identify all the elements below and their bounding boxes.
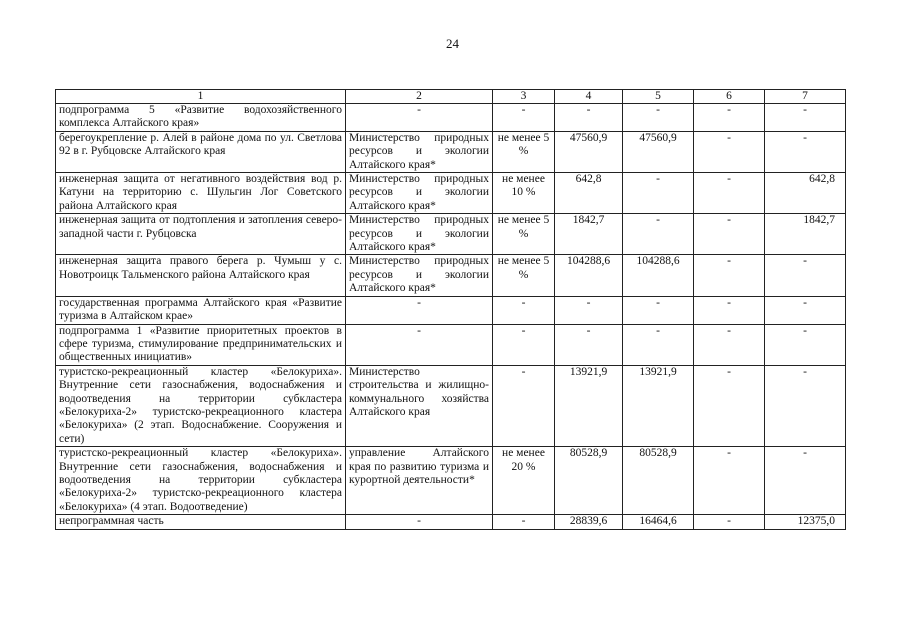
cell-col7: - (765, 447, 846, 515)
cell-total: 13921,9 (555, 365, 623, 446)
table-row (56, 324, 846, 365)
cell-col5: 47560,9 (623, 131, 694, 172)
cell-total: 80528,9 (555, 447, 623, 515)
cell-col5: - (623, 214, 694, 255)
cell-col5: - (623, 296, 694, 324)
cell-responsible: управление Алтайского края по развитию туризма и курортной деятельности* (346, 447, 493, 515)
cell-share: не менее 5 % (493, 131, 555, 172)
cell-total: - (555, 324, 623, 365)
data-table (55, 89, 846, 530)
cell-name: непрограммная часть (56, 515, 346, 529)
table-row (56, 104, 846, 132)
cell-col7: 12375,0 (765, 515, 846, 529)
cell-total: 104288,6 (555, 255, 623, 296)
cell-share: не менее 5 % (493, 214, 555, 255)
table-row (56, 173, 846, 214)
table-header-row (56, 90, 846, 104)
table-row (56, 296, 846, 324)
cell-name: подпрограмма 1 «Развитие приоритетных проектов в сфере туризма, стимулирование предпринимательских и общественных инициатив» (56, 324, 346, 365)
cell-name: инженерная защита правого берега р. Чумыш у с. Новотроицк Тальменского района Алтайского края (56, 255, 346, 296)
table-row (56, 365, 846, 446)
cell-total: - (555, 104, 623, 132)
cell-col6: - (694, 104, 765, 132)
cell-share: - (493, 104, 555, 132)
cell-col6: - (694, 131, 765, 172)
cell-total: - (555, 296, 623, 324)
cell-col5: - (623, 324, 694, 365)
cell-name: туристско-рекреационный кластер «Белокуриха». Внутренние сети газоснабжения, водоснабжения и водоотведения на территории субкластера «Белокуриха-2» туристско-рекреационного кластера «Белокуриха» (2 этап. Водоснабжение. Сооружения и сети) (56, 365, 346, 446)
page-number: 24 (446, 36, 459, 51)
cell-col5: 16464,6 (623, 515, 694, 529)
cell-name: подпрограмма 5 «Развитие водохозяйственного комплекса Алтайского края» (56, 104, 346, 132)
cell-col5: 13921,9 (623, 365, 694, 446)
cell-name: государственная программа Алтайского края «Развитие туризма в Алтайском крае» (56, 296, 346, 324)
column-header: 1 (56, 90, 346, 104)
cell-total: 642,8 (555, 173, 623, 214)
column-header: 4 (555, 90, 623, 104)
cell-share: - (493, 365, 555, 446)
cell-responsible: - (346, 515, 493, 529)
table-row (56, 515, 846, 529)
cell-col5: 104288,6 (623, 255, 694, 296)
cell-col7: - (765, 104, 846, 132)
cell-col6: - (694, 173, 765, 214)
cell-share: - (493, 296, 555, 324)
cell-col7: 642,8 (765, 173, 846, 214)
cell-col5: 80528,9 (623, 447, 694, 515)
cell-col6: - (694, 447, 765, 515)
cell-share: не менее 5 % (493, 255, 555, 296)
cell-name: инженерная защита от негативного воздействия вод р. Катуни на территорию с. Шульгин Лог Советского района Алтайского края (56, 173, 346, 214)
cell-responsible: Министерство природных ресурсов и экологии Алтайского края* (346, 131, 493, 172)
cell-share: - (493, 324, 555, 365)
cell-col6: - (694, 365, 765, 446)
column-header: 6 (694, 90, 765, 104)
column-header: 3 (493, 90, 555, 104)
column-header: 5 (623, 90, 694, 104)
cell-col5: - (623, 173, 694, 214)
column-header: 7 (765, 90, 846, 104)
table-row (56, 131, 846, 172)
cell-col6: - (694, 214, 765, 255)
cell-total: 1842,7 (555, 214, 623, 255)
cell-responsible: Министерство природных ресурсов и экологии Алтайского края* (346, 214, 493, 255)
cell-responsible: Министерство природных ресурсов и экологии Алтайского края* (346, 173, 493, 214)
cell-responsible: Министерство природных ресурсов и экологии Алтайского края* (346, 255, 493, 296)
cell-col7: - (765, 324, 846, 365)
cell-col7: - (765, 255, 846, 296)
cell-share: - (493, 515, 555, 529)
cell-col7: - (765, 131, 846, 172)
cell-responsible: - (346, 324, 493, 365)
cell-share: не менее 10 % (493, 173, 555, 214)
cell-col7: - (765, 296, 846, 324)
column-header: 2 (346, 90, 493, 104)
table-row (56, 255, 846, 296)
table-row (56, 214, 846, 255)
cell-col5: - (623, 104, 694, 132)
cell-col6: - (694, 324, 765, 365)
cell-share: не менее 20 % (493, 447, 555, 515)
table-row (56, 447, 846, 515)
cell-col7: - (765, 365, 846, 446)
cell-responsible: - (346, 104, 493, 132)
cell-col6: - (694, 255, 765, 296)
cell-col6: - (694, 296, 765, 324)
cell-name: туристско-рекреационный кластер «Белокуриха». Внутренние сети газоснабжения, водоснабжения и водоотведения на территории субкластера «Белокуриха-2» туристско-рекреационного кластера «Белокуриха» (4 этап. Водоотведение) (56, 447, 346, 515)
cell-responsible: Министерство строительства и жилищно-коммунального хозяйства Алтайского края (346, 365, 493, 446)
cell-responsible: - (346, 296, 493, 324)
cell-total: 47560,9 (555, 131, 623, 172)
cell-col7: 1842,7 (765, 214, 846, 255)
cell-total: 28839,6 (555, 515, 623, 529)
cell-col6: - (694, 515, 765, 529)
cell-name: инженерная защита от подтопления и затопления северо-западной части г. Рубцовска (56, 214, 346, 255)
cell-name: берегоукрепление р. Алей в районе дома по ул. Светлова 92 в г. Рубцовске Алтайского края (56, 131, 346, 172)
